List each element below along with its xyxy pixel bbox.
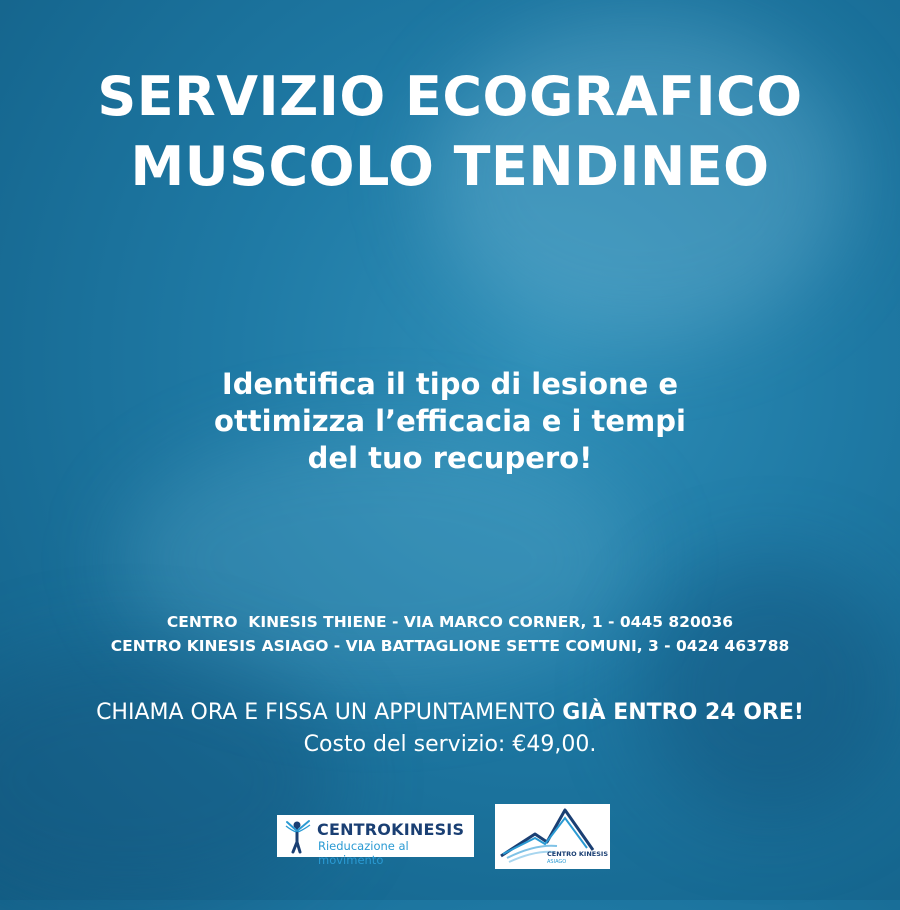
centrokinesis-asiago-logo	[495, 804, 610, 869]
logo-name: CENTROKINESIS	[317, 820, 465, 839]
call-to-action	[0, 697, 900, 761]
address-block	[0, 610, 900, 658]
centrokinesis-logo	[277, 815, 474, 867]
cta-line	[0, 697, 900, 729]
subheadline-line-1: Identifica il tipo di lesione e	[221, 367, 679, 401]
cta-lead: CHIAMA ORA E FISSA UN APPUNTAMENTO	[96, 700, 563, 725]
asiago-logo-sub: ASIAGO	[547, 859, 567, 865]
subheadline-line-3: del tuo recupero!	[307, 441, 593, 475]
subheadline-line-2: ottimizza l’efficacia e i tempi	[214, 404, 686, 438]
logo-tagline: Rieducazione al movimento	[318, 839, 409, 867]
figure-icon	[283, 818, 313, 854]
address-thiene: CENTRO KINESIS THIENE - VIA MARCO CORNER, 1 - 0445 820036	[166, 613, 734, 631]
price-text: Costo del servizio: €49,00.	[303, 732, 597, 757]
asiago-logo-name: CENTRO KINESIS	[547, 850, 608, 858]
headline	[0, 62, 900, 202]
background-blur	[0, 650, 340, 910]
cta-highlight: GIÀ ENTRO 24 ORE!	[562, 700, 804, 725]
address-asiago: CENTRO KINESIS ASIAGO - VIA BATTAGLIONE SETTE COMUNI, 3 - 0424 463788	[110, 637, 790, 655]
subheadline	[0, 366, 900, 477]
background-blur	[640, 560, 900, 820]
headline-line-2: MUSCOLO TENDINEO	[130, 135, 770, 198]
headline-line-1: SERVIZIO ECOGRAFICO	[97, 65, 803, 128]
